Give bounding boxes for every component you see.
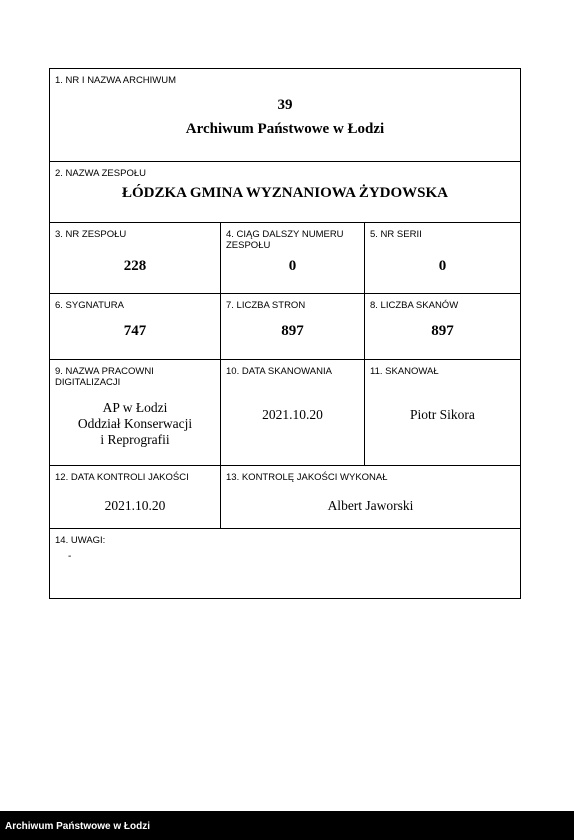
qc-date-cell bbox=[50, 466, 220, 528]
scan-date-label: 10. DATA SKANOWANIA bbox=[226, 366, 332, 377]
qc-date-value: 2021.10.20 bbox=[104, 498, 166, 513]
scan-date-value: 2021.10.20 bbox=[262, 407, 323, 422]
collection-label: 2. NAZWA ZESPOŁU bbox=[55, 168, 146, 179]
collection-name: ŁÓDZKA GMINA WYZNANIOWA ŻYDOWSKA bbox=[121, 185, 449, 201]
scans-cell bbox=[364, 294, 520, 359]
scans-value: 897 bbox=[431, 323, 454, 339]
workshop-line-2: Oddział Konserwacji bbox=[77, 416, 193, 431]
remarks-label: 14. UWAGI: bbox=[55, 535, 106, 546]
quality-row bbox=[50, 466, 520, 529]
remarks-cell bbox=[50, 529, 520, 598]
archive-cell bbox=[50, 69, 520, 161]
remarks-row bbox=[50, 529, 520, 598]
pages-label: 7. LICZBA STRON bbox=[226, 300, 306, 311]
scanned-by-value: Piotr Sikora bbox=[410, 407, 475, 422]
continuation-label: 4. CIĄG DALSZY NUMERU ZESPOŁU bbox=[226, 229, 344, 251]
workshop-cell bbox=[50, 360, 220, 465]
footer-bar bbox=[0, 811, 574, 840]
collection-number-label: 3. NR ZESPOŁU bbox=[55, 229, 127, 240]
footer-text: Archiwum Państwowe w Łodzi bbox=[5, 821, 151, 832]
archive-row bbox=[50, 69, 520, 162]
continuation-value: 0 bbox=[288, 258, 297, 274]
scanned-by-label: 11. SKANOWAŁ bbox=[370, 366, 439, 377]
workshop-line-1: AP w Łodzi bbox=[102, 400, 168, 415]
signature-value: 747 bbox=[123, 323, 147, 339]
scanning-row bbox=[50, 360, 520, 466]
series-cell bbox=[364, 223, 520, 293]
workshop-line-3: i Reprografii bbox=[100, 432, 170, 447]
scanned-by-cell bbox=[364, 360, 520, 465]
collection-number-value: 228 bbox=[123, 258, 147, 274]
counts-row bbox=[50, 294, 520, 360]
signature-label: 6. SYGNATURA bbox=[55, 300, 124, 311]
qc-by-label: 13. KONTROLĘ JAKOŚCI WYKONAŁ bbox=[226, 472, 388, 483]
archive-number: 39 bbox=[277, 97, 293, 113]
scan-date-cell bbox=[220, 360, 364, 465]
remarks-value: - bbox=[68, 551, 72, 562]
series-value: 0 bbox=[438, 258, 447, 274]
pages-cell bbox=[220, 294, 364, 359]
metadata-sheet bbox=[49, 68, 521, 599]
qc-by-value: Albert Jaworski bbox=[327, 498, 414, 513]
series-label: 5. NR SERII bbox=[370, 229, 422, 240]
archive-label: 1. NR I NAZWA ARCHIWUM bbox=[55, 75, 177, 86]
numbers-row bbox=[50, 223, 520, 294]
qc-date-label: 12. DATA KONTROLI JAKOŚCI bbox=[55, 472, 189, 483]
archive-name: Archiwum Państwowe w Łodzi bbox=[185, 121, 385, 137]
collection-number-cell bbox=[50, 223, 220, 293]
pages-value: 897 bbox=[281, 323, 304, 339]
collection-row bbox=[50, 162, 520, 223]
workshop-label: 9. NAZWA PRACOWNI DIGITALIZACJI bbox=[55, 366, 154, 388]
scans-label: 8. LICZBA SKANÓW bbox=[370, 300, 459, 311]
collection-cell bbox=[50, 162, 520, 222]
qc-by-cell bbox=[220, 466, 520, 528]
signature-cell bbox=[50, 294, 220, 359]
continuation-cell bbox=[220, 223, 364, 293]
